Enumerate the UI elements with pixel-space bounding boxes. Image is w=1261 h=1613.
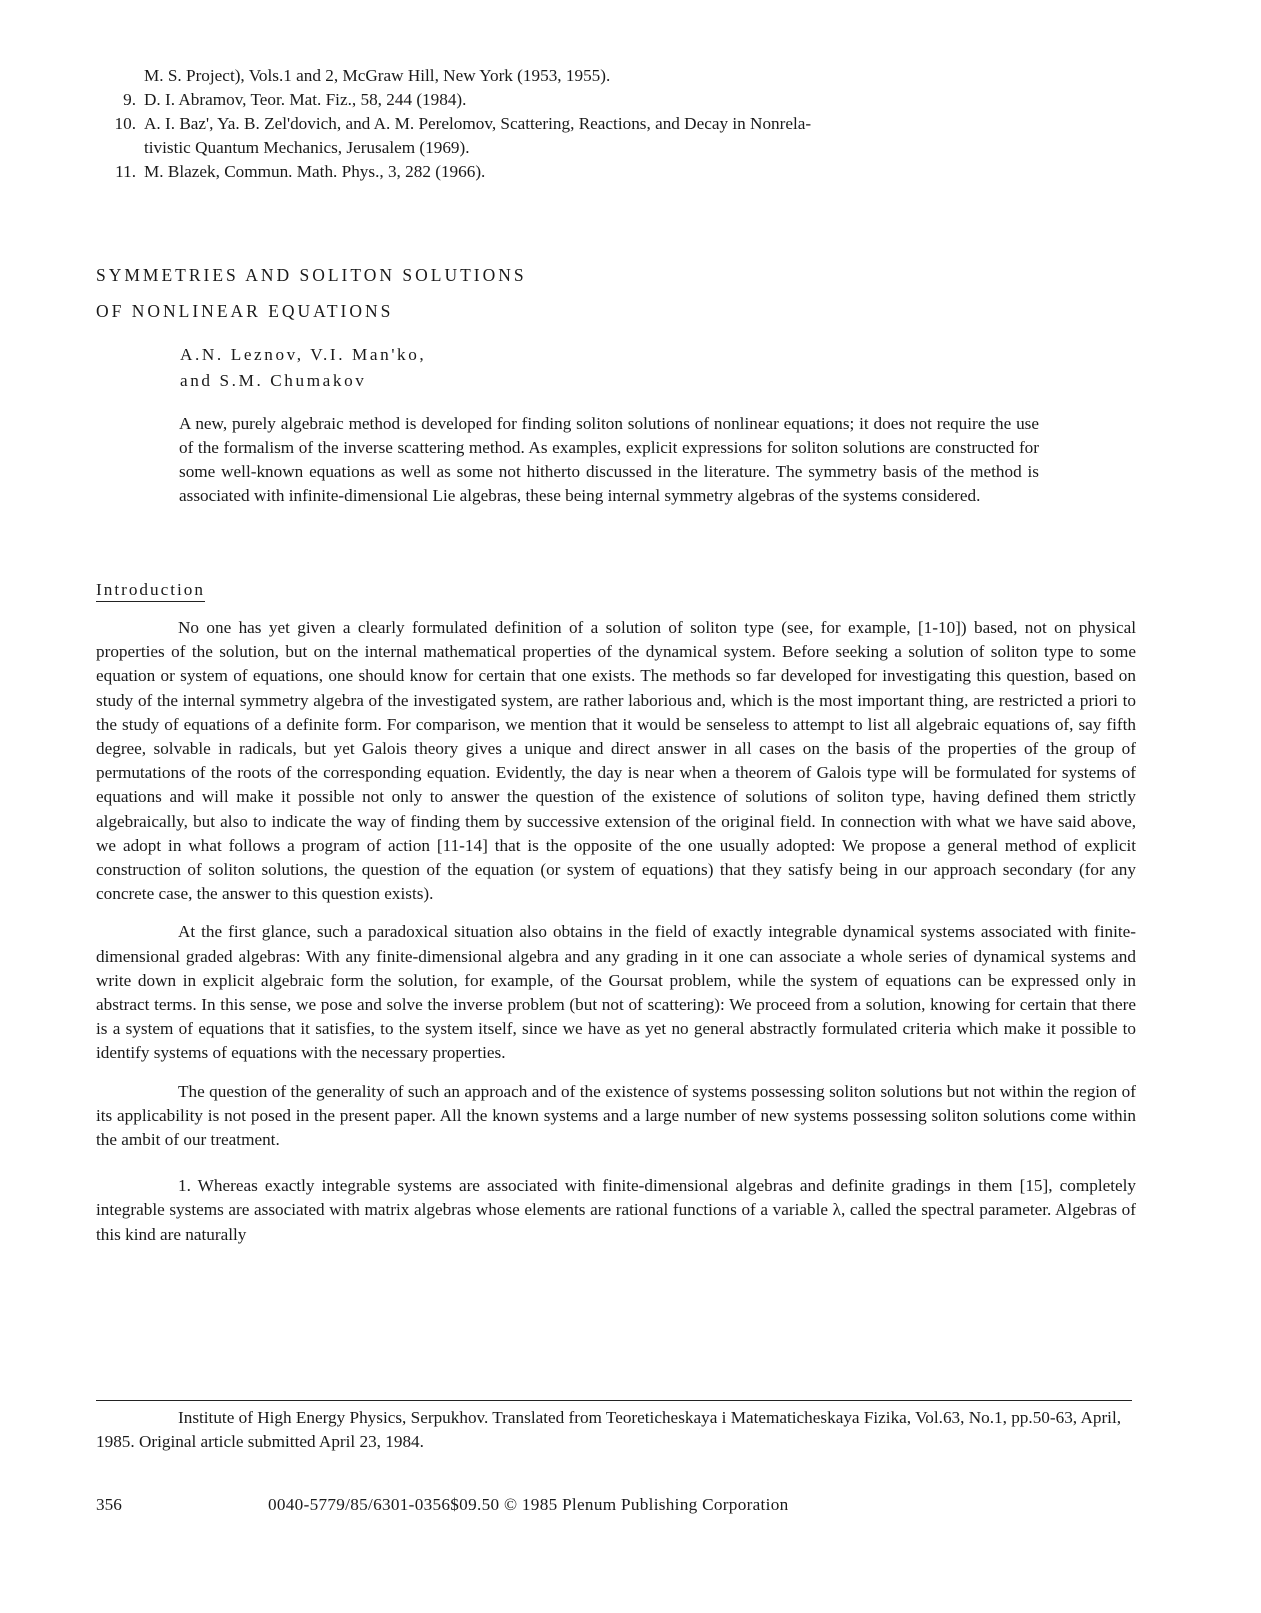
reference-number: 9. [123,90,136,109]
section-heading-introduction: Introduction [96,579,205,602]
reference-number: 10. [114,114,136,133]
reference-number: 11. [115,162,136,181]
title-line: OF NONLINEAR EQUATIONS [96,301,394,321]
reference-text: M. Blazek, Commun. Math. Phys., 3, 282 (1966). [144,162,486,181]
body-paragraph: 1. Whereas exactly integrable systems are associated with finite-dimensional algebras and definite gradings in them [15], completely integrable systems are associated with matrix algebras whose elements are rational functions of a variable λ, called the spectral parameter. Algebras of this kind are naturally [96,1176,1136,1244]
reference-text: D. I. Abramov, Teor. Mat. Fiz., 58, 244 (1984). [144,90,467,109]
authors-line: and S.M. Chumakov [180,371,367,390]
reference-text: A. I. Baz', Ya. B. Zel'dovich, and A. M. Perelomov, Scattering, Reactions, and Decay in Nonrela- [144,114,812,133]
reference-item [100,112,1160,136]
footnote [96,1406,1136,1454]
body-paragraph: No one has yet given a clearly formulated definition of a solution of soliton type (see, for example, [1-10]) based, not on physical properties of the solution, but on the internal mathematical properties of the dynamical system. Before seeking a solution of soliton type to some equation or system of equations, one should know for certain that one exists. The methods so far developed for investigating this question, based on study of the internal symmetry algebra of the investigated system, are rather laborious and, which is the most important thing, are restricted a priori to the study of equations of a definite form. For comparison, we mention that it would be senseless to attempt to list all algebraic equations of, say fifth degree, solvable in radicals, but yet Galois theory gives a unique and direct answer in all cases on the basis of the properties of the group of permutations of the roots of the corresponding equation. Evidently, the day is near when a theorem of Galois type will be formulated for systems of equations and will make it possible not only to answer the question of the existence of solutions of soliton type, having defined them strictly algebraically, but also to indicate the way of finding them by successive extension of the original field. In connection with what we have said above, we adopt in what follows a program of action [11-14] that is the opposite of the one usually adopted: We propose a general method of explicit construction of soliton solutions, the question of the equation (or system of equations) that they satisfy being in our approach secondary (for any concrete case, the answer to this question exists). [96,618,1136,904]
reference-item [100,88,1160,112]
body-paragraph: At the first glance, such a paradoxical situation also obtains in the field of exactly integrable dynamical systems associated with finite-dimensional graded algebras: With any finite-dimensional algebra and any grading in it one can associate a whole series of dynamical systems and write down in explicit algebraic form the solution, for example, of the Goursat problem, while the system of equations can be expressed only in abstract terms. In this sense, we pose and solve the inverse problem (but not of scattering): We proceed from a solution, knowing for certain that there is a system of equations that it satisfies, to the system itself, since we have as yet no general abstractly formulated criteria which make it possible to identify systems of equations with the necessary properties. [96,922,1136,1063]
body-paragraph: The question of the generality of such an approach and of the existence of systems possessing soliton solutions but not within the region of its applicability is not posed in the present paper. All the known systems and a large number of new systems possessing soliton solutions come within the ambit of our treatment. [96,1081,1136,1150]
footnote-text: Institute of High Energy Physics, Serpukhov. Translated from Teoreticheskaya i Matematicheskaya Fizika, Vol.63, No.1, pp.50-63, April, 1985. Original article submitted April 23, 1984. [96,1408,1122,1451]
footnote-divider [96,1400,1132,1401]
reference-list [100,64,1160,184]
author-list [180,342,426,394]
article-body [96,616,1136,1261]
reference-item [100,160,1160,184]
copyright-line: 0040-5779/85/6301-0356$09.50 © 1985 Plenum Publishing Corporation [268,1495,789,1514]
title-line: SYMMETRIES AND SOLITON SOLUTIONS [96,265,527,285]
reference-text: tivistic Quantum Mechanics, Jerusalem (1969). [144,138,470,157]
article-title [96,257,527,329]
reference-item [100,136,1160,160]
page-number: 356 [96,1495,122,1514]
reference-item [100,64,1160,88]
authors-line: A.N. Leznov, V.I. Man'ko, [180,345,427,364]
reference-text: M. S. Project), Vols.1 and 2, McGraw Hill, New York (1953, 1955). [144,66,611,85]
abstract: A new, purely algebraic method is developed for finding soliton solutions of nonlinear equations; it does not require the use of the formalism of the inverse scattering method. As examples, explicit expressions for soliton solutions are constructed for some well-known equations as well as some not hitherto discussed in the literature. The symmetry basis of the method is associated with infinite-dimensional Lie algebras, these being internal symmetry algebras of the systems considered. [179,414,1039,505]
